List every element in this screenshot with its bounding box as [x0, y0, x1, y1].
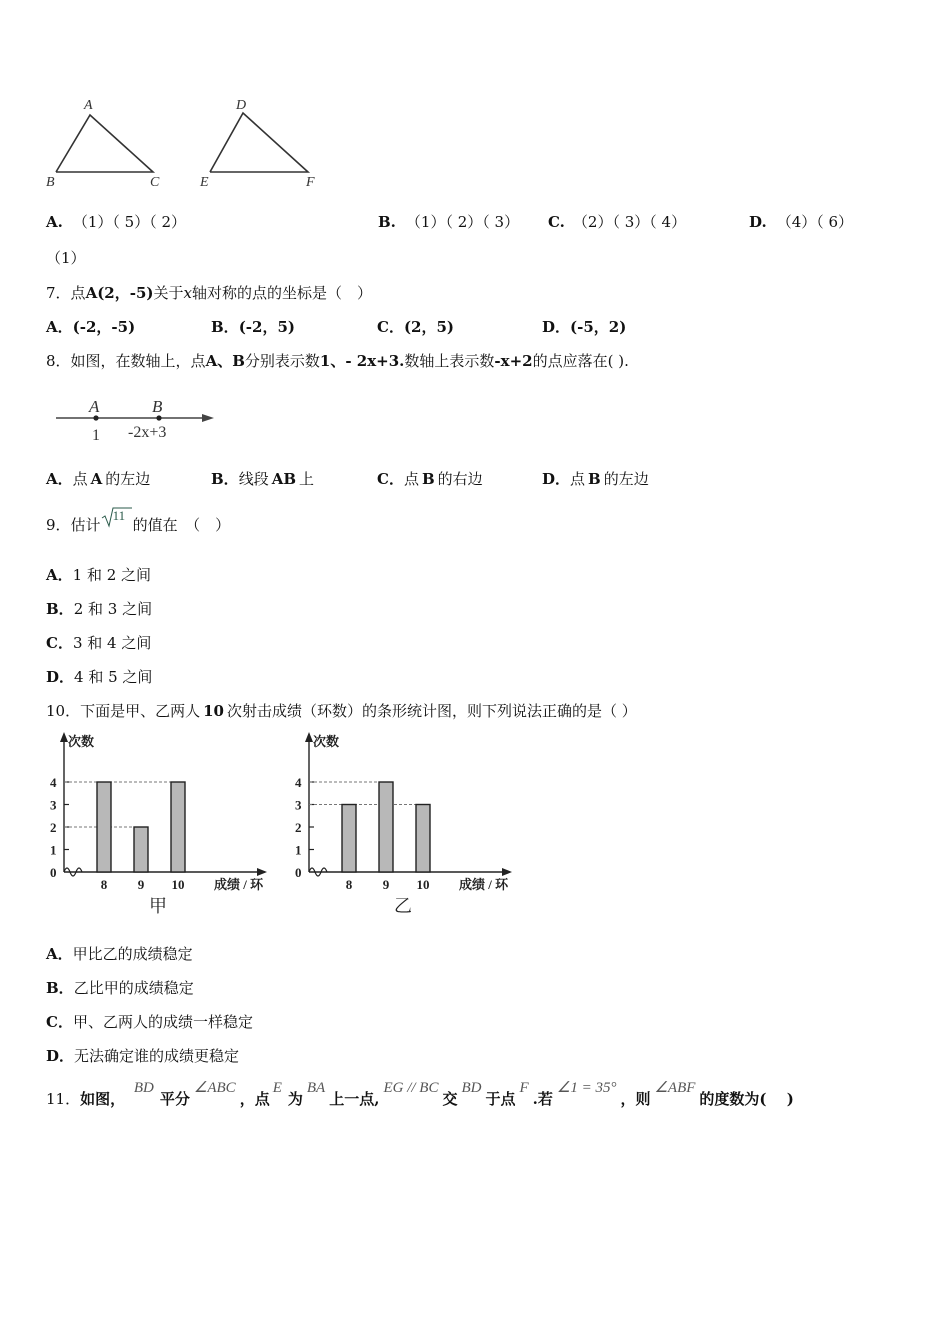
option-key: B． [46, 600, 74, 618]
q6-option-d-wrap: （1） [46, 249, 86, 267]
option-key: D. [749, 213, 767, 231]
option-text: 3 和 4 之间 [72, 634, 152, 652]
x-tick-label: 9 [137, 877, 145, 892]
q11-stem [46, 1080, 794, 1119]
option-text: (2，5) [403, 318, 455, 336]
option-text: （2）（ 3）（ 4） [572, 213, 687, 231]
stem-text: .若 [532, 1090, 553, 1108]
q9-option-c[interactable] [46, 632, 151, 653]
option-key: B． [211, 318, 239, 336]
option-text: 的左边 [105, 470, 151, 488]
math-expression: E [272, 1080, 282, 1096]
variable: x [183, 284, 192, 302]
stem-bold: -x+2 [494, 352, 533, 370]
bar [342, 805, 356, 873]
option-text: (-2，-5) [72, 318, 136, 336]
stem-text: 的度数为( ) [699, 1090, 794, 1108]
label-a: A [89, 397, 100, 416]
label-b: B [152, 397, 163, 416]
q8-option-c[interactable] [377, 468, 483, 489]
math-expression: BD [461, 1080, 482, 1096]
stem-text: 的点应落在( ). [532, 352, 629, 370]
bar [171, 782, 185, 872]
math-expression: BD [133, 1080, 154, 1096]
point-a [93, 415, 98, 420]
option-text: 点 [403, 470, 419, 488]
stem-text: 数轴上表示数 [404, 352, 495, 370]
q6-option-c[interactable] [548, 211, 686, 232]
label-a: A [84, 98, 93, 113]
option-text: 甲比乙的成绩稳定 [72, 945, 193, 963]
option-text: （1）（ 5）（ 2） [72, 213, 187, 231]
stem-text: 上一点, [329, 1090, 380, 1108]
option-text: A [90, 470, 103, 488]
y-axis-label: 次数 [68, 734, 95, 749]
stem-text: 次射击成绩（环数）的条形统计图，则下列说法正确的是（ ） [226, 702, 637, 720]
math-expression: F [519, 1080, 529, 1096]
option-key: A． [46, 566, 73, 584]
option-key: A. [46, 213, 63, 231]
option-text: 线段 [238, 470, 269, 488]
y-axis-arrow-icon [305, 732, 313, 742]
bar [416, 805, 430, 873]
option-text: 上 [299, 470, 315, 488]
y-tick-label: 2 [295, 820, 302, 835]
q6-option-b[interactable] [378, 211, 519, 232]
option-text: 1 和 2 之间 [72, 566, 152, 584]
value-b: -2x+3 [128, 424, 167, 441]
q9-option-d[interactable] [46, 666, 152, 687]
q7-option-b[interactable] [211, 316, 295, 337]
stem-text: 如图，在数轴上，点 [70, 352, 206, 370]
triangles-figure [40, 95, 330, 195]
option-text: 点 [72, 470, 88, 488]
label-d: D [236, 98, 247, 113]
stem-text: 点 [70, 284, 86, 302]
option-text: B [588, 470, 601, 488]
q9-option-a[interactable] [46, 564, 151, 585]
question-number: 7． [46, 284, 71, 302]
question-number: 11． [46, 1090, 81, 1108]
stem-text: 下面是甲、乙两人 [80, 702, 201, 720]
x-axis-arrow-icon [257, 868, 267, 876]
stem-text: 关于 [153, 284, 184, 302]
q9-option-b[interactable] [46, 598, 152, 619]
question-number: 10． [46, 702, 81, 720]
bar [379, 782, 393, 872]
y-tick-label: 3 [295, 797, 302, 813]
x-tick-label: 10 [416, 877, 430, 892]
option-text: 的右边 [437, 470, 483, 488]
option-text: 无法确定谁的成绩更稳定 [74, 1047, 240, 1065]
option-key: D． [542, 470, 571, 488]
q7-option-a[interactable] [46, 316, 135, 337]
math-expression: ∠ABF [654, 1080, 696, 1096]
option-key: C. [548, 213, 565, 231]
option-text: (-5，2) [570, 318, 627, 336]
radicand: 11 [112, 508, 126, 523]
option-key: C． [377, 470, 404, 488]
sqrt-expression [101, 508, 133, 530]
y-tick-label: 2 [50, 820, 57, 835]
label-e: E [200, 175, 209, 190]
bar-chart-yi [285, 730, 525, 920]
math-expression: EG // BC [383, 1080, 439, 1096]
y-tick-label: 1 [295, 842, 302, 858]
option-key: D． [46, 668, 75, 686]
x-tick-label: 9 [382, 877, 390, 892]
option-text: AB [271, 470, 297, 488]
option-text: B [421, 470, 435, 488]
option-key: C． [46, 634, 73, 652]
q8-option-b[interactable] [211, 468, 314, 489]
chart-title: 甲 [149, 896, 167, 916]
q6-option-a[interactable] [46, 211, 186, 232]
option-text: (-2，5) [238, 318, 295, 336]
bar [97, 782, 111, 872]
y-tick-label: 0 [295, 865, 302, 880]
option-key: A． [46, 318, 73, 336]
stem-text: ，点 [239, 1090, 270, 1108]
option-text: 2 和 3 之间 [73, 600, 153, 618]
point-coord: A(2，-5) [85, 284, 154, 302]
option-text: 乙比甲的成绩稳定 [73, 979, 194, 997]
q7-option-d[interactable] [542, 316, 626, 337]
stem-text: 于点 [485, 1090, 516, 1108]
q7-option-c[interactable] [377, 316, 454, 337]
option-key: A． [46, 945, 73, 963]
stem-text: 交 [442, 1090, 458, 1108]
stem-text: 轴对称的点的坐标是（ ） [191, 284, 372, 302]
stem-bold: 10 [203, 702, 224, 720]
x-tick-label: 10 [171, 877, 185, 892]
y-tick-label: 0 [50, 865, 57, 880]
option-text: 4 和 5 之间 [74, 668, 153, 686]
label-f: F [306, 175, 315, 190]
option-key: D． [46, 1047, 75, 1065]
question-number: 8． [46, 352, 71, 370]
x-tick-label: 8 [345, 877, 353, 892]
q7-stem [46, 282, 372, 303]
bar [134, 827, 148, 872]
q10-option-b[interactable] [46, 977, 194, 998]
y-axis-label: 次数 [313, 734, 340, 749]
q6-option-d[interactable] [749, 211, 853, 232]
math-expression: ∠ABC [193, 1080, 236, 1096]
option-key: D． [542, 318, 571, 336]
y-tick-label: 4 [295, 775, 302, 790]
triangle-def [210, 113, 308, 172]
y-axis-arrow-icon [60, 732, 68, 742]
q9-stem [46, 508, 231, 535]
value-a: 1 [92, 427, 100, 444]
y-tick-label: 3 [50, 797, 57, 813]
option-key: B. [378, 213, 396, 231]
option-text: （1）（ 2）（ 3） [405, 213, 520, 231]
option-text: （4）（ 6） [776, 213, 854, 231]
stem-text: 估计 [70, 516, 101, 534]
stem-text: 为 [287, 1090, 303, 1108]
stem-bold: 1、- 2x+3. [319, 352, 405, 370]
triangle-abc [56, 115, 153, 172]
x-tick-label: 8 [100, 877, 108, 892]
label-c: C [150, 175, 160, 190]
option-key: B． [211, 470, 239, 488]
option-key: B． [46, 979, 74, 997]
q10-stem [46, 700, 637, 721]
number-line-figure [52, 392, 222, 447]
q8-option-a[interactable] [46, 468, 150, 489]
stem-text: 分别表示数 [244, 352, 320, 370]
point-b [156, 415, 161, 420]
stem-text: 平分 [159, 1090, 190, 1108]
stem-bold: A、B [205, 352, 245, 370]
q10-option-a[interactable] [46, 943, 193, 964]
q8-option-d[interactable] [542, 468, 649, 489]
option-text: 的左边 [603, 470, 649, 488]
x-axis-label: 成绩 / 环 [214, 877, 264, 892]
option-text: 点 [570, 470, 586, 488]
stem-text: 的值在 （ ） [132, 516, 231, 534]
label-b: B [46, 175, 55, 190]
y-tick-label: 1 [50, 842, 57, 858]
stem-text: ，则 [620, 1090, 651, 1108]
question-number: 9． [46, 516, 71, 534]
option-text: 甲、乙两人的成绩一样稳定 [72, 1013, 253, 1031]
option-key: A． [46, 470, 73, 488]
x-axis-arrow-icon [502, 868, 512, 876]
arrow-head-icon [202, 414, 214, 422]
option-key: C． [46, 1013, 73, 1031]
math-expression: BA [306, 1080, 326, 1096]
chart-title: 乙 [394, 896, 412, 916]
x-axis-label: 成绩 / 环 [459, 877, 509, 892]
stem-text: 如图， [80, 1090, 126, 1108]
option-key: C． [377, 318, 404, 336]
y-tick-label: 4 [50, 775, 57, 790]
math-expression: ∠1 = 35° [556, 1080, 617, 1096]
q8-stem [46, 350, 629, 371]
bar-chart-jia [40, 730, 280, 920]
q10-option-c[interactable] [46, 1011, 253, 1032]
q10-option-d[interactable] [46, 1045, 239, 1066]
